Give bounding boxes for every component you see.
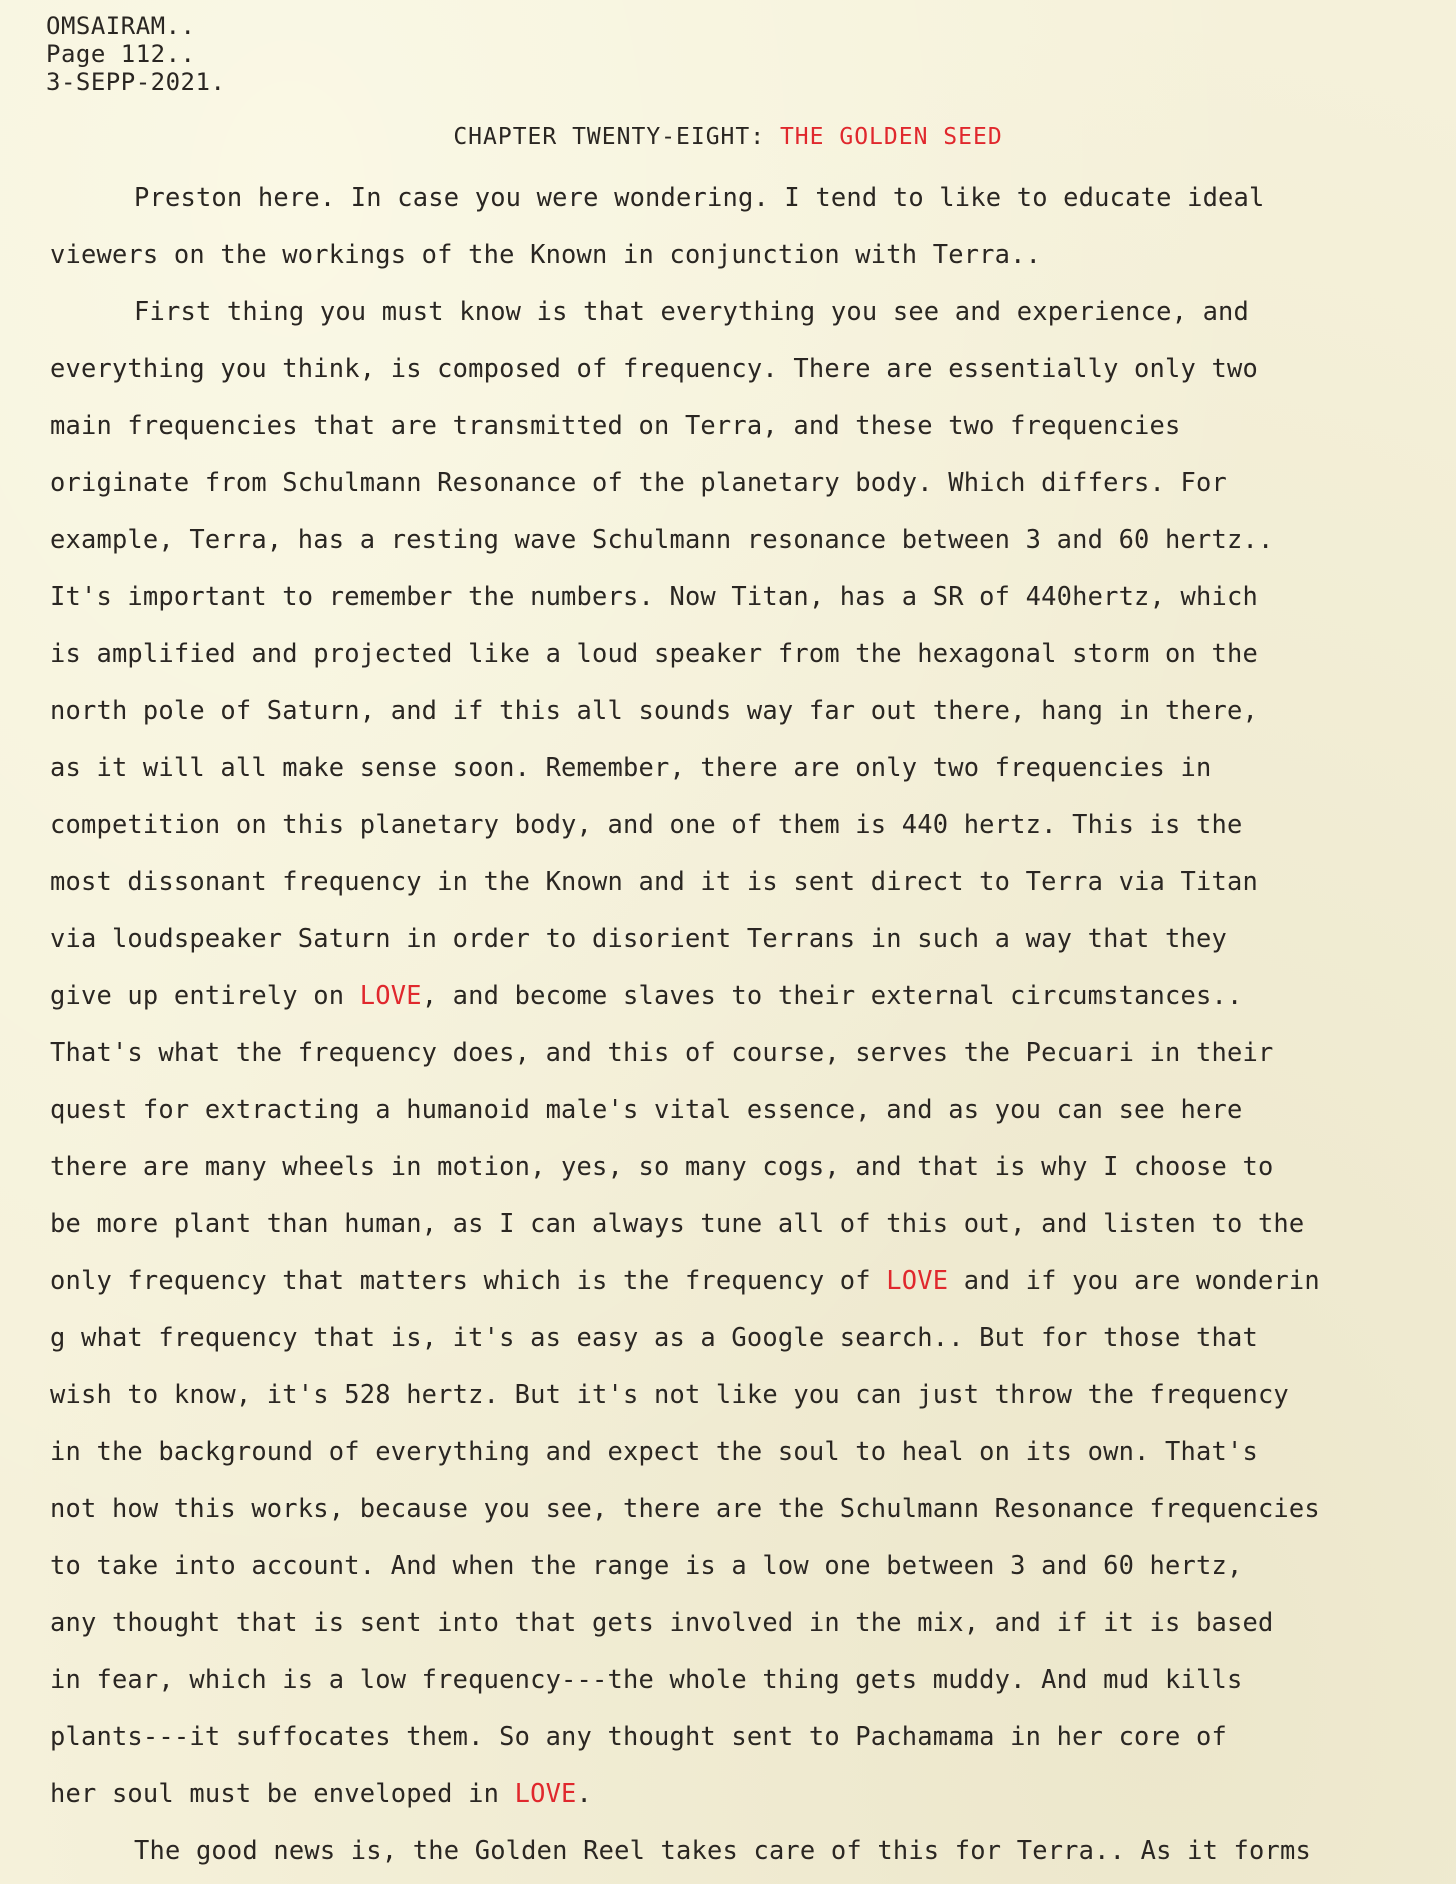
text-segment: everything you think, is composed of frequency. There are essentially only two xyxy=(50,353,1258,383)
text-segment: quest for extracting a humanoid male's vital essence, and as you can see here xyxy=(50,1094,1243,1124)
text-segment: give up entirely on xyxy=(50,980,360,1010)
text-line xyxy=(50,234,1420,291)
text-segment: originate from Schulmann Resonance of the planetary body. Which differs. For xyxy=(50,467,1227,497)
text-line xyxy=(50,1146,1420,1203)
text-segment: in the background of everything and expect the soul to heal on its own. That's xyxy=(50,1436,1258,1466)
text-line xyxy=(50,177,1420,234)
text-segment: most dissonant frequency in the Known and it is sent direct to Terra via Titan xyxy=(50,866,1258,896)
text-line xyxy=(50,690,1420,747)
text-line xyxy=(50,1488,1420,1545)
text-segment: only frequency that matters which is the frequency of xyxy=(50,1265,887,1295)
chapter-number: CHAPTER TWENTY-EIGHT: xyxy=(453,124,780,150)
text-segment: wish to know, it's 528 hertz. But it's not like you can just throw the frequency xyxy=(50,1379,1289,1409)
text-segment: example, Terra, has a resting wave Schulmann resonance between 3 and 60 hertz.. xyxy=(50,524,1274,554)
text-segment: as it will all make sense soon. Remember, there are only two frequencies in xyxy=(50,752,1212,782)
text-segment: be more plant than human, as I can always tune all of this out, and listen to the xyxy=(50,1208,1305,1238)
text-line xyxy=(50,519,1420,576)
text-segment: any thought that is sent into that gets involved in the mix, and if it is based xyxy=(50,1607,1274,1637)
emphasis-love: LOVE xyxy=(514,1778,577,1808)
text-segment: That's what the frequency does, and this of course, serves the Pecuari in their xyxy=(50,1037,1274,1067)
text-line xyxy=(50,1431,1420,1488)
text-segment: in fear, which is a low frequency---the whole thing gets muddy. And mud kills xyxy=(50,1664,1243,1694)
text-line xyxy=(50,291,1420,348)
text-line xyxy=(50,861,1420,918)
text-line xyxy=(50,1773,1420,1830)
text-segment: Preston here. In case you were wondering. I tend to like to educate ideal xyxy=(134,182,1265,212)
text-segment: . xyxy=(576,1778,593,1808)
text-segment: competition on this planetary body, and one of them is 440 hertz. This is the xyxy=(50,809,1243,839)
text-line xyxy=(50,633,1420,690)
text-segment: her soul must be enveloped in xyxy=(50,1778,515,1808)
text-segment: It's important to remember the numbers. Now Titan, has a SR of 440hertz, which xyxy=(50,581,1258,611)
text-segment: is amplified and projected like a loud speaker from the hexagonal storm on the xyxy=(50,638,1258,668)
header-salutation: OMSAIRAM.. xyxy=(46,12,196,40)
emphasis-love: LOVE xyxy=(359,980,422,1010)
text-line xyxy=(50,1032,1420,1089)
text-line xyxy=(50,975,1420,1032)
text-segment: g what frequency that is, it's as easy as a Google search.. But for those that xyxy=(50,1322,1258,1352)
text-line xyxy=(50,1830,1420,1884)
text-line xyxy=(50,1089,1420,1146)
text-line xyxy=(50,1317,1420,1374)
text-line xyxy=(50,1260,1420,1317)
text-line xyxy=(50,1203,1420,1260)
text-segment: to take into account. And when the range is a low one between 3 and 60 hertz, xyxy=(50,1550,1243,1580)
body-text xyxy=(50,177,1420,1884)
chapter-name: THE GOLDEN SEED xyxy=(779,124,1003,150)
text-segment: via loudspeaker Saturn in order to disorient Terrans in such a way that they xyxy=(50,923,1227,953)
page-number: Page 112.. xyxy=(46,40,196,68)
text-line xyxy=(50,1545,1420,1602)
page-header xyxy=(46,12,225,96)
text-segment: north pole of Saturn, and if this all sounds way far out there, hang in there, xyxy=(50,695,1258,725)
text-segment: plants---it suffocates them. So any thought sent to Pachamama in her core of xyxy=(50,1721,1227,1751)
text-line xyxy=(50,348,1420,405)
text-segment: viewers on the workings of the Known in conjunction with Terra.. xyxy=(50,239,1042,269)
chapter-title xyxy=(0,124,1456,150)
text-line xyxy=(50,576,1420,633)
text-line xyxy=(50,1659,1420,1716)
text-segment: there are many wheels in motion, yes, so many cogs, and that is why I choose to xyxy=(50,1151,1274,1181)
text-line xyxy=(50,462,1420,519)
text-segment: First thing you must know is that everything you see and experience, and xyxy=(134,296,1250,326)
page-date: 3-SEPP-2021. xyxy=(46,68,226,96)
text-line xyxy=(50,747,1420,804)
text-segment: main frequencies that are transmitted on Terra, and these two frequencies xyxy=(50,410,1181,440)
text-segment: , and become slaves to their external circumstances.. xyxy=(421,980,1243,1010)
text-segment: and if you are wonderin xyxy=(948,1265,1320,1295)
text-line xyxy=(50,1602,1420,1659)
text-line xyxy=(50,405,1420,462)
text-segment: not how this works, because you see, there are the Schulmann Resonance frequencies xyxy=(50,1493,1320,1523)
text-segment: The good news is, the Golden Reel takes care of this for Terra.. As it forms xyxy=(134,1835,1311,1865)
text-line xyxy=(50,1374,1420,1431)
text-line xyxy=(50,918,1420,975)
text-line xyxy=(50,804,1420,861)
text-line xyxy=(50,1716,1420,1773)
emphasis-love: LOVE xyxy=(886,1265,949,1295)
